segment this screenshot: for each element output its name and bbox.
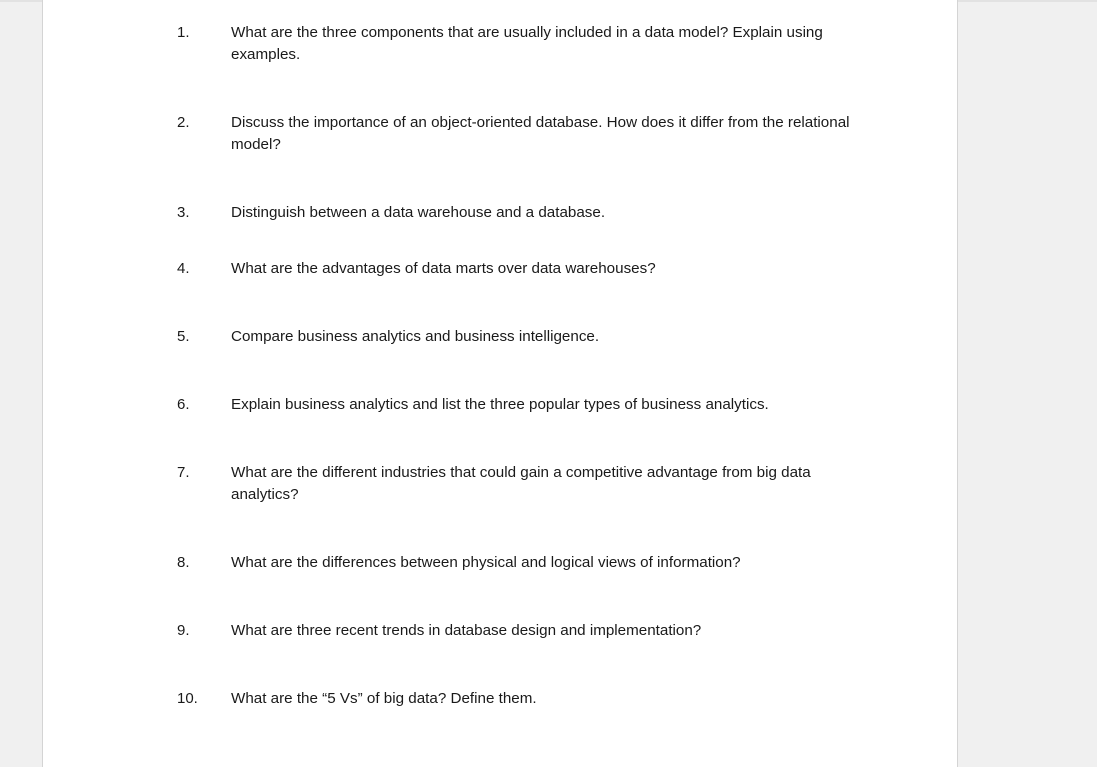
list-number: 3. <box>177 204 190 221</box>
list-number: 7. <box>177 464 190 481</box>
list-number: 4. <box>177 260 190 277</box>
list-number: 2. <box>177 114 190 131</box>
question-text: What are three recent trends in database design and implementation? <box>231 622 702 639</box>
question-text: What are the different industries that could gain a competitive advantage from big data analytics? <box>231 464 811 503</box>
question-text: What are the “5 Vs” of big data? Define them. <box>231 690 537 707</box>
question-text: Distinguish between a data warehouse and a database. <box>231 204 606 221</box>
question-text: Compare business analytics and business intelligence. <box>231 328 600 345</box>
list-number: 9. <box>177 622 190 639</box>
list-number: 5. <box>177 328 190 345</box>
question-text: What are the advantages of data marts over data warehouses? <box>231 260 656 277</box>
question-text: Discuss the importance of an object-oriented database. How does it differ from the relational model? <box>231 114 850 153</box>
question-text: Explain business analytics and list the three popular types of business analytics. <box>231 396 769 413</box>
list-number: 6. <box>177 396 190 413</box>
list-number: 8. <box>177 554 190 571</box>
question-text: What are the differences between physical and logical views of information? <box>231 554 741 571</box>
document-page <box>42 0 958 767</box>
list-number: 10. <box>177 690 198 707</box>
question-text: What are the three components that are usually included in a data model? Explain using examples. <box>231 24 823 63</box>
list-number: 1. <box>177 24 190 41</box>
